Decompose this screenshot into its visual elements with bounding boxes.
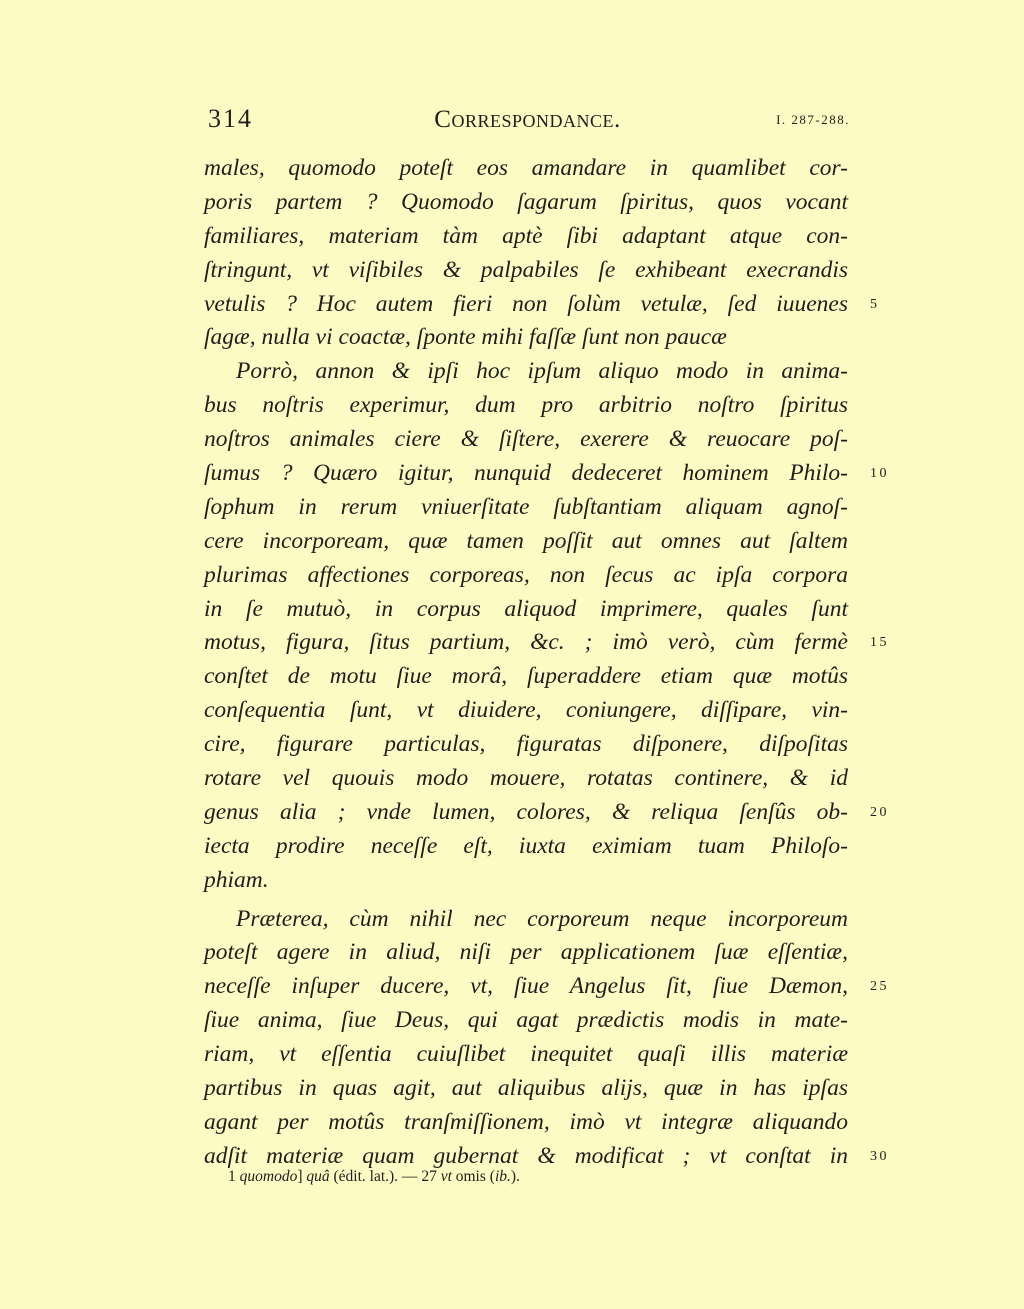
text-line — [204, 762, 848, 796]
text-line — [204, 903, 848, 937]
text-line — [204, 970, 889, 1004]
text-line — [204, 525, 848, 559]
text-line-content: agant per motûs tranſmiſſionem, imò vt integræ aliquando — [204, 1108, 848, 1135]
text-line-content: familiares, materiam tàm aptè ſibi adaptant atque con- — [204, 222, 848, 249]
text-line-content: ſagæ, nulla vi coactæ, ſponte mihi faſſæ ſunt non paucæ — [204, 324, 727, 351]
running-title: Correspondance. — [434, 106, 621, 133]
footnote-note: (édit. lat.). — — [333, 1168, 418, 1185]
text-line — [204, 254, 848, 288]
line-number: 10 — [870, 466, 889, 482]
text-line — [204, 423, 848, 457]
text-line-content: noſtros animales ciere & ſiſtere, exerere & reuocare poſ- — [204, 426, 848, 453]
text-line-content: plurimas affectiones corporeas, non ſecus ac ipſa corpora — [204, 561, 848, 588]
footnote-number-2: 27 — [421, 1168, 437, 1185]
running-header — [205, 104, 850, 138]
text-line-content: iecta prodire neceſſe eſt, iuxta eximiam tuam Philoſo- — [204, 832, 848, 859]
text-line — [204, 288, 880, 322]
text-line — [204, 491, 848, 525]
text-line-content: ſtringunt, vt viſibiles & palpabiles ſe exhibeant execrandis — [204, 256, 848, 283]
text-line-content: cire, figurare particulas, figuratas diſponere, diſpoſitas — [204, 731, 848, 758]
text-line-content: conſequentia ſunt, vt diuidere, coniungere, diſſipare, vin- — [204, 697, 848, 724]
text-line — [204, 593, 848, 627]
text-line — [204, 1106, 848, 1140]
text-line — [204, 796, 889, 830]
text-line-content: ſumus ? Quæro igitur, nunquid dedeceret hominem Philo- — [204, 460, 848, 487]
text-line — [204, 830, 848, 864]
footnote-lemma-2: vt — [440, 1168, 452, 1185]
text-line-content: rotare vel quouis modo mouere, rotatas continere, & id — [204, 765, 848, 792]
line-number: 25 — [870, 979, 889, 995]
text-line — [204, 936, 848, 970]
text-line-content: poteſt agere in aliud, niſi per applicationem ſuæ eſſentiæ, — [204, 939, 848, 966]
text-line-content: phiam. — [204, 866, 269, 893]
text-line — [204, 220, 848, 254]
section-reference: I. 287-288. — [776, 112, 850, 127]
footnote-number: 1 — [228, 1168, 236, 1185]
text-line-content: conſtet de motu ſiue morâ, ſuperaddere etiam quæ motûs — [204, 663, 848, 690]
text-line-content: motus, figura, ſitus partium, &c. ; imò verò, cùm fermè — [204, 629, 848, 656]
text-line-content: Porrò, annon & ipſi hoc ipſum aliquo modo in anima- — [236, 358, 848, 385]
line-number: 5 — [870, 296, 880, 312]
text-line-content: neceſſe inſuper ducere, vt, ſiue Angelus ſit, ſiue Dæmon, — [204, 973, 848, 1000]
footnote-reading: quâ — [306, 1168, 330, 1185]
line-number: 30 — [870, 1148, 889, 1164]
footnote-lemma: quomodo — [239, 1168, 298, 1185]
text-line-content: poris partem ? Quomodo ſagarum ſpiritus, quos vocant — [204, 188, 848, 215]
text-line-content: adſit materiæ quam gubernat & modificat ; vt conſtat in — [204, 1142, 848, 1169]
line-number: 15 — [870, 635, 889, 651]
body-text — [204, 152, 889, 1174]
text-line — [204, 389, 848, 423]
text-line-content: males, quomodo poteſt eos amandare in quamlibet cor- — [204, 155, 848, 181]
text-line-content: ſiue anima, ſiue Deus, qui agat prædictis modis in mate- — [204, 1007, 848, 1034]
text-line-content: partibus in quas agit, aut aliquibus alijs, quæ in has ipſas — [204, 1075, 848, 1102]
text-line — [204, 186, 848, 220]
footnote-note-2: omis ( — [455, 1168, 495, 1185]
text-line-content: ſophum in rerum vniuerſitate ſubſtantiam aliquam agnoſ- — [204, 493, 848, 520]
line-number: 20 — [870, 804, 889, 820]
footnote-bracket: ] — [297, 1168, 303, 1185]
text-line — [204, 864, 848, 898]
page-number: 314 — [208, 104, 253, 133]
text-line — [204, 1038, 848, 1072]
text-line-content: cere incorpoream, quæ tamen poſſit aut omnes aut ſaltem — [204, 527, 848, 554]
text-line — [204, 728, 848, 762]
text-line — [204, 626, 889, 660]
footnote-ib: ib. — [494, 1168, 511, 1185]
text-line-content: genus alia ; vnde lumen, colores, & reliqua ſenſûs ob- — [204, 798, 848, 825]
text-line — [204, 1004, 848, 1038]
text-line-content: vetulis ? Hoc autem fieri non ſolùm vetulæ, ſed iuuenes — [204, 290, 848, 317]
text-line — [204, 694, 848, 728]
text-line — [204, 355, 848, 389]
footnote-close: ). — [510, 1168, 520, 1185]
text-line-content: in ſe mutuò, in corpus aliquod imprimere, quales ſunt — [204, 595, 848, 622]
text-line — [204, 559, 848, 593]
text-line — [204, 660, 848, 694]
footnote — [228, 1168, 520, 1186]
text-line-content: bus noſtris experimur, dum pro arbitrio noſtro ſpiritus — [204, 392, 848, 419]
text-line-content: Præterea, cùm nihil nec corporeum neque incorporeum — [236, 905, 848, 932]
text-line — [204, 152, 848, 186]
text-line-content: riam, vt eſſentia cuiuſlibet inequitet quaſi illis materiæ — [204, 1041, 848, 1068]
text-line — [204, 321, 848, 355]
text-line — [204, 1072, 848, 1106]
text-line — [204, 457, 889, 491]
